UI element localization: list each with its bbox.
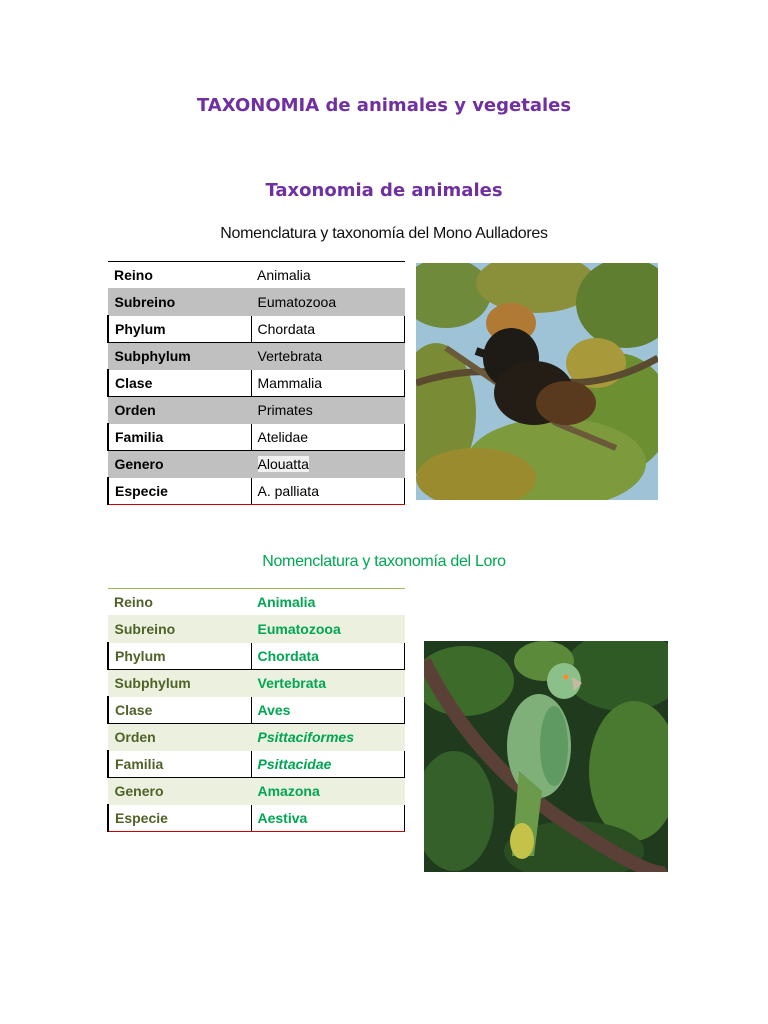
rank-cell: Orden — [108, 724, 251, 751]
taxon-cell: Atelidae — [251, 424, 405, 451]
taxon-cell: Vertebrata — [251, 343, 405, 370]
table-row — [108, 751, 405, 778]
taxon-cell: Mammalia — [251, 370, 405, 397]
howler-monkey-photo — [416, 263, 658, 500]
table-row — [108, 316, 405, 343]
rank-cell: Genero — [108, 778, 251, 805]
table-row — [108, 616, 405, 643]
taxon-cell: Psittacidae — [251, 751, 405, 778]
taxon-cell: Eumatozooa — [251, 289, 405, 316]
taxon-cell: Chordata — [251, 316, 405, 343]
rank-cell: Clase — [108, 697, 251, 724]
monkey-taxonomy-table — [107, 261, 405, 505]
rank-cell: Phylum — [108, 643, 251, 670]
taxon-cell: Psittaciformes — [251, 724, 405, 751]
rank-cell: Reino — [108, 262, 251, 289]
rank-cell: Genero — [108, 451, 251, 478]
parrot-caption: Nomenclatura y taxonomía del Loro — [262, 553, 506, 570]
rank-cell: Subreino — [108, 616, 251, 643]
table-row — [108, 451, 405, 478]
table-row — [108, 778, 405, 805]
parrot-photo — [424, 641, 668, 872]
rank-cell: Phylum — [108, 316, 251, 343]
taxon-cell: Aves — [251, 697, 405, 724]
taxon-cell — [251, 451, 405, 478]
table-row — [108, 697, 405, 724]
table-row — [108, 424, 405, 451]
taxon-cell: Eumatozooa — [251, 616, 405, 643]
taxon-cell: Animalia — [251, 589, 405, 616]
table-row — [108, 370, 405, 397]
section-title: Taxonomia de animales — [265, 180, 503, 201]
table-row — [108, 724, 405, 751]
taxon-cell: Vertebrata — [251, 670, 405, 697]
table-row — [108, 670, 405, 697]
table-row — [108, 478, 405, 505]
rank-cell: Clase — [108, 370, 251, 397]
rank-cell: Orden — [108, 397, 251, 424]
rank-cell: Especie — [108, 478, 251, 505]
rank-cell: Especie — [108, 805, 251, 832]
table-row — [108, 289, 405, 316]
table-row — [108, 643, 405, 670]
rank-cell: Familia — [108, 751, 251, 778]
table-row — [108, 589, 405, 616]
rank-cell: Reino — [108, 589, 251, 616]
parrot-taxonomy-table — [107, 588, 405, 832]
taxon-cell: Aestiva — [251, 805, 405, 832]
rank-cell: Subphylum — [108, 343, 251, 370]
table-row — [108, 805, 405, 832]
taxon-cell: Primates — [251, 397, 405, 424]
page-title: TAXONOMIA de animales y vegetales — [196, 95, 572, 116]
table-row — [108, 262, 405, 289]
rank-cell: Familia — [108, 424, 251, 451]
taxon-cell: Animalia — [251, 262, 405, 289]
taxon-cell: Chordata — [251, 643, 405, 670]
taxon-cell: Amazona — [251, 778, 405, 805]
table-row — [108, 343, 405, 370]
monkey-caption: Nomenclatura y taxonomía del Mono Aulladores — [220, 225, 548, 242]
table-row — [108, 397, 405, 424]
rank-cell: Subreino — [108, 289, 251, 316]
taxon-cell: A. palliata — [251, 478, 405, 505]
rank-cell: Subphylum — [108, 670, 251, 697]
taxon-text: Alouatta — [257, 456, 309, 472]
